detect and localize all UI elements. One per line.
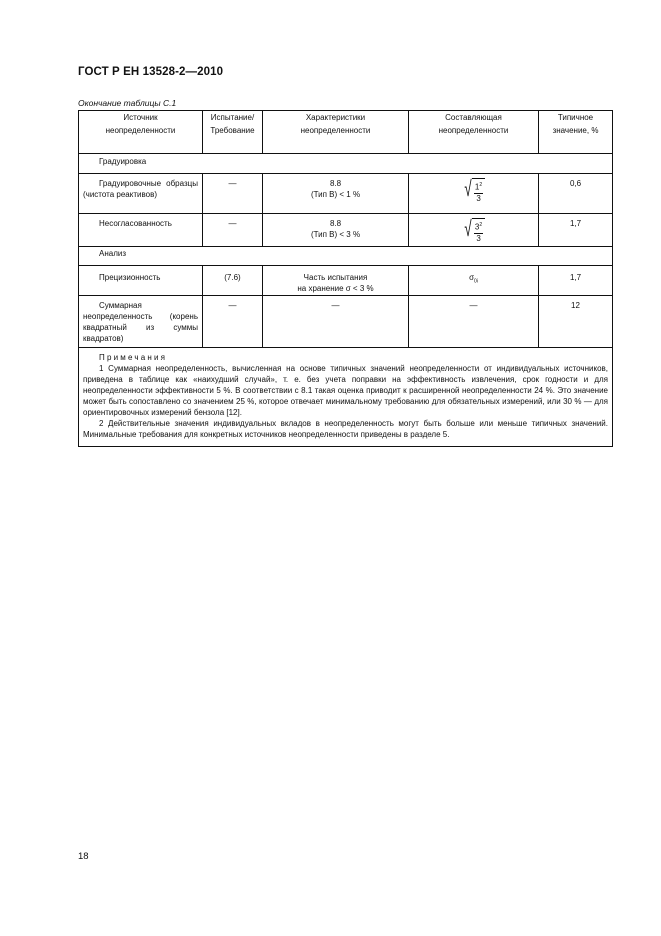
- characteristics-type: (Тип В) < 3 %: [310, 230, 361, 239]
- formula-numerator: 1: [474, 182, 480, 192]
- value-cell: 1,7: [539, 214, 613, 247]
- notes-title: Примечания: [99, 353, 168, 362]
- sqrt-icon: √: [464, 176, 472, 201]
- page-number: 18: [78, 851, 89, 862]
- formula-denominator: 3: [476, 193, 481, 203]
- sigma-symbol: σ: [469, 273, 475, 282]
- table-row: [79, 214, 613, 247]
- characteristics-clause: 8.8: [329, 179, 342, 188]
- notes-cell: [79, 348, 613, 447]
- test-cell: —: [203, 296, 263, 348]
- notes-row: [79, 348, 613, 447]
- uncertainty-table: [78, 110, 613, 447]
- source-cell: Суммарная неопределенность (корень квадратный из суммы квадратов): [79, 296, 203, 348]
- table-row: [79, 296, 613, 348]
- test-cell: (7.6): [203, 266, 263, 296]
- col-header-typical-value: Типичное значение, %: [539, 111, 613, 154]
- source-cell: Градуировочные образцы (чистота реактивов): [79, 174, 203, 214]
- section-label: Анализ: [79, 247, 613, 266]
- note-1: 1 Суммарная неопределенность, вычисленная на основе типичных значений неопределенности от индивидуальных источников, приведена в таблице как «наихудший случай», т. е. без учета поправки на эффективность извлечения, срок годности и для неопределенности эффективности 5 %. В соответствии с 8.1 такая оценка приводит к расширенной неопределенности 24 %. Это значение может быть сопоставлено со значением 25 %, которое отвечает минимальному требованию для обязательных измерений, или 30 % — для ориентировочных измерений бензола [12].: [83, 364, 608, 417]
- section-row-graduation: [79, 154, 613, 174]
- characteristics-cell: [263, 174, 409, 214]
- sqrt-formula: [462, 178, 485, 204]
- table-caption: Окончание таблицы С.1: [78, 98, 177, 108]
- formula-denominator: 3: [476, 233, 481, 243]
- document-header: ГОСТ Р ЕН 13528-2—2010: [78, 66, 224, 78]
- value-cell: 12: [539, 296, 613, 348]
- characteristics-type: на хранение σ < 3 %: [297, 284, 374, 293]
- characteristics-cell: [263, 214, 409, 247]
- component-cell: [409, 174, 539, 214]
- section-row-analysis: [79, 247, 613, 266]
- col-header-test: Испытание/ Требование: [203, 111, 263, 154]
- test-cell: —: [203, 214, 263, 247]
- characteristics-clause: Часть испытания: [303, 273, 368, 282]
- value-cell: 1,7: [539, 266, 613, 296]
- sigma-subscript: 0i: [474, 278, 478, 285]
- component-cell: [409, 214, 539, 247]
- col-header-characteristics: Характеристики неопределенности: [263, 111, 409, 154]
- formula-exponent: 2: [479, 222, 483, 228]
- sqrt-formula: [462, 218, 485, 244]
- value-cell: 0,6: [539, 174, 613, 214]
- table-row: [79, 174, 613, 214]
- source-cell: Прецизионность: [79, 266, 203, 296]
- characteristics-cell: —: [263, 296, 409, 348]
- characteristics-cell: [263, 266, 409, 296]
- table-header-row: [79, 111, 613, 154]
- table-row: [79, 266, 613, 296]
- characteristics-clause: 8.8: [329, 219, 342, 228]
- note-2: 2 Действительные значения индивидуальных вкладов в неопределенность могут быть больше или меньше типичных значений. Минимальные требования для конкретных источников неопределенности приведены в разделе 5.: [83, 419, 608, 439]
- source-cell: Несогласованность: [79, 214, 203, 247]
- component-cell: [409, 266, 539, 296]
- component-cell: —: [409, 296, 539, 348]
- formula-exponent: 2: [479, 182, 483, 188]
- characteristics-type: (Тип В) < 1 %: [310, 190, 361, 199]
- formula-numerator: 3: [474, 222, 480, 232]
- test-cell: —: [203, 174, 263, 214]
- sqrt-icon: √: [464, 216, 472, 241]
- col-header-component: Составляющая неопределенности: [409, 111, 539, 154]
- col-header-source: Источник неопределенности: [79, 111, 203, 154]
- section-label: Градуировка: [79, 154, 613, 174]
